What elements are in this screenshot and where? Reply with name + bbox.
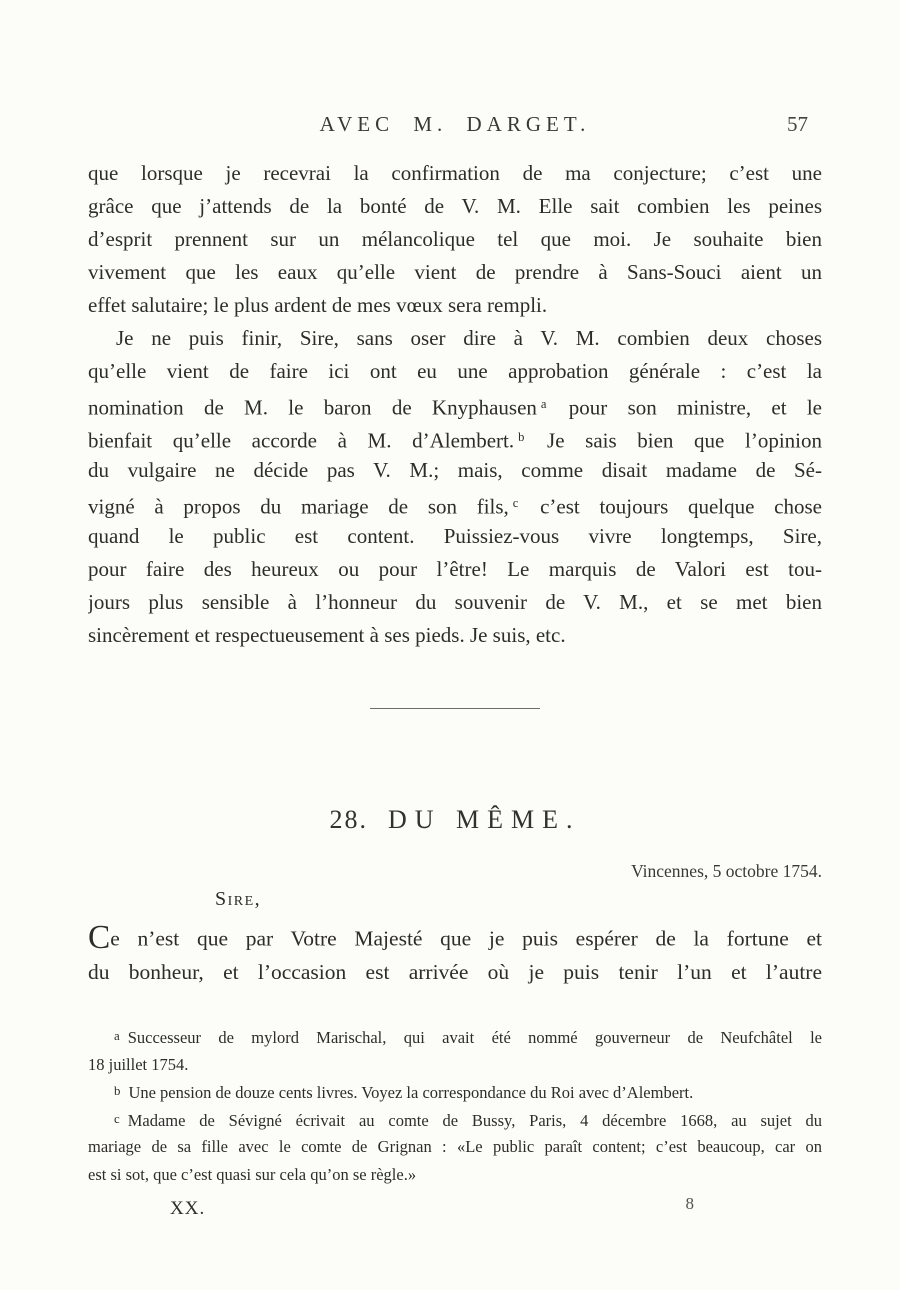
text-segment: Madame de Sévigné écrivait au comte de Bussy, Paris, 4 décembre 1668, au sujet du — [127, 1110, 822, 1130]
letter-dateline: Vincennes, 5 octobre 1754. — [631, 861, 822, 881]
letter-salutation: Sire, — [215, 888, 262, 910]
text-segment: 18 juillet 1754. — [88, 1054, 189, 1074]
text-line — [88, 355, 822, 388]
text-line — [88, 157, 822, 190]
paragraph — [88, 157, 822, 322]
footnote — [88, 1078, 822, 1106]
text-segment: Une pension de douze cents livres. Voyez la correspondance du Roi avec d’Alembert. — [128, 1082, 694, 1102]
letter-28-body — [88, 921, 822, 989]
text-segment: du vulgaire ne décide pas V. M.; mais, comme disait madame de Sé- — [88, 458, 822, 482]
text-line — [88, 322, 822, 355]
text-line — [88, 553, 822, 586]
footnote-marker: a — [114, 1029, 120, 1043]
letter-heading — [88, 805, 822, 835]
text-segment: d’esprit prennent sur un mélancolique tel que moi. Je souhaite bien — [88, 227, 822, 251]
page-number: 57 — [787, 112, 808, 136]
text-segment: qu’elle vient de faire ici ont eu une approbation générale : c’est la — [88, 359, 822, 383]
text-segment: sincèrement et respectueusement à ses pieds. Je suis, etc. — [88, 623, 566, 647]
text-segment: est si sot, que c’est quasi sur cela qu’on se règle.» — [88, 1164, 417, 1184]
text-line — [88, 1161, 822, 1189]
text-segment: que lorsque je recevrai la confirmation de ma conjecture; c’est une — [88, 161, 822, 185]
initial-capital: C — [88, 921, 111, 955]
footnote-marker: c — [114, 1111, 120, 1126]
footnote-reference: b — [518, 430, 525, 444]
text-segment: quand le public est content. Puissiez-vous vivre longtemps, Sire, — [88, 524, 822, 548]
text-segment: bienfait qu’elle accorde à M. d’Alembert. — [88, 428, 515, 453]
text-line — [88, 586, 822, 619]
text-segment: Je sais bien que l’opinion — [526, 428, 822, 453]
text-segment: pour faire des heureux ou pour l’être! Le marquis de Valori est tou- — [88, 557, 822, 581]
text-line — [88, 1051, 822, 1079]
text-line — [88, 520, 822, 553]
text-segment: mariage de sa fille avec le comte de Grignan : «Le public paraît content; c’est beaucoup, car on — [88, 1137, 822, 1156]
text-segment: grâce que j’attends de la bonté de V. M. Elle sait combien les peines — [88, 194, 822, 218]
text-line — [88, 921, 822, 955]
text-segment: e n’est que par Votre Majesté que je puis espérer de la fortune et — [110, 926, 822, 951]
paragraph — [88, 322, 822, 652]
text-line — [88, 1078, 822, 1106]
text-segment: jours plus sensible à l’honneur du souvenir de V. M., et se met bien — [88, 590, 822, 614]
text-line — [88, 1133, 822, 1161]
text-segment: vigné à propos du mariage de son fils, — [88, 494, 509, 519]
volume-mark: XX. — [170, 1198, 206, 1219]
sheet-signature: 8 — [685, 1194, 694, 1213]
letter-number: 28. — [329, 805, 368, 834]
text-segment: vivement que les eaux qu’elle vient de prendre à Sans-Souci aient un — [88, 260, 822, 284]
text-segment: Je ne puis finir, Sire, sans oser dire à V. M. combien deux choses — [116, 326, 822, 350]
text-line — [88, 289, 822, 322]
text-segment: du bonheur, et l’occasion est arrivée où je puis tenir l’un et l’autre — [88, 960, 822, 984]
footnote — [88, 1023, 822, 1078]
text-segment: effet salutaire; le plus ardent de mes vœux sera rempli. — [88, 293, 548, 317]
text-line — [88, 1106, 822, 1134]
letter-27-body — [88, 157, 822, 652]
footnote-reference: a — [540, 397, 547, 411]
page-footer — [88, 1194, 822, 1220]
running-title: AVEC M. DARGET. — [319, 112, 591, 136]
text-line — [88, 487, 822, 520]
text-line — [88, 190, 822, 223]
text-segment: pour son ministre, et le — [548, 395, 822, 420]
text-segment: nomination de M. le baron de Knyphausen — [88, 395, 537, 420]
page-header — [88, 0, 822, 142]
text-line — [88, 388, 822, 421]
section-divider — [370, 708, 540, 709]
text-line — [88, 619, 822, 652]
footnotes — [88, 1023, 822, 1188]
footnote-reference: c — [512, 496, 519, 510]
text-segment: Successeur de mylord Marischal, qui avait été nommé gouverneur de Neufchâtel le — [127, 1027, 822, 1047]
text-segment: c’est toujours quelque chose — [520, 494, 822, 519]
text-line — [88, 454, 822, 487]
footnote-marker: b — [114, 1084, 121, 1098]
letter-title: DU MÊME. — [387, 805, 581, 834]
text-line — [88, 256, 822, 289]
text-line — [88, 223, 822, 256]
text-line — [88, 1023, 822, 1051]
footnote — [88, 1106, 822, 1189]
text-line — [88, 421, 822, 454]
text-line — [88, 955, 822, 989]
